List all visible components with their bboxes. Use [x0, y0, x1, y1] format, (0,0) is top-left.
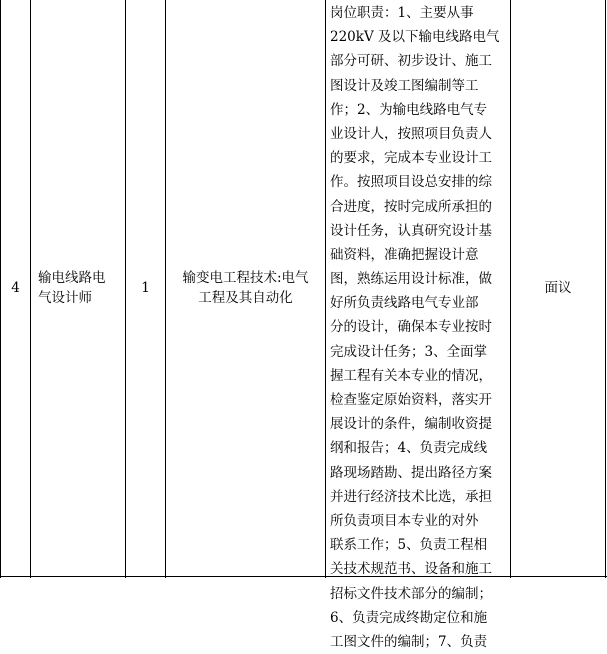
duties-line: 所负责项目本专业的对外: [330, 512, 479, 529]
major-line-2: 工程及其自动化: [198, 290, 293, 306]
duties-line: 的要求，完成本专业设计工: [330, 150, 492, 167]
duties-line: 握工程有关本专业的情况，: [330, 367, 492, 384]
duties-line: 合进度，按时完成所承担的: [330, 198, 492, 215]
column-divider-4: [325, 0, 326, 578]
duties-line: 220kV 及以下输电线路电气: [330, 29, 500, 46]
duties-line: 岗位职责：1、主要从事: [330, 5, 474, 21]
duties-line: 检查鉴定原始资料，落实开: [330, 392, 492, 408]
column-divider-1: [30, 0, 31, 578]
headcount: 1: [141, 280, 150, 296]
row-index: 4: [11, 280, 20, 296]
duties-line: 工图文件的编制；7、负责: [330, 633, 488, 650]
duties-line: 分的设计，确保本专业按时: [330, 319, 492, 336]
duties-line: 6、负责完成终勘定位和施: [330, 609, 488, 626]
duties-line: 础资料，准确把握设计意: [330, 246, 479, 263]
position-line-1: 输电线路电: [38, 270, 106, 286]
duties-line: 完成设计任务；3、全面掌: [330, 343, 488, 360]
position-cell: [38, 0, 124, 576]
position-line-2: 气设计师: [38, 290, 92, 306]
duties-line: 展设计的条件，编制收资提: [330, 416, 492, 433]
major-cell: [166, 0, 325, 576]
duties-line: 设计任务，认真研究设计基: [330, 222, 492, 239]
method-cell: [511, 0, 605, 576]
duties-line: 路现场踏勘、提出路径方案: [330, 464, 492, 481]
duties-line: 业设计人，按照项目负责人: [330, 125, 492, 142]
job-duties: [330, 1, 506, 654]
interview-method: 面议: [544, 280, 572, 296]
duties-line: 招标文件技术部分的编制；: [330, 585, 492, 602]
duties-line: 作；2、为输电线路电气专: [330, 101, 488, 118]
row-index-cell: [1, 0, 30, 576]
duties-line: 并进行经济技术比选，承担: [330, 488, 492, 505]
duties-line: 作。按照项目设总安排的综: [330, 174, 492, 191]
duties-line: 联系工作；5、负责工程相: [330, 537, 488, 554]
duties-line: 纲和报告；4、负责完成线: [330, 440, 488, 457]
duties-line: 图，熟练运用设计标准，做: [330, 271, 492, 288]
duties-line: 关技术规范书、设备和施工: [330, 561, 492, 578]
major-line-1: 输变电工程技术:电气: [182, 270, 309, 286]
position-name: [38, 268, 106, 308]
headcount-cell: [126, 0, 165, 576]
major-requirement: [182, 268, 308, 308]
table-border-right: [605, 0, 606, 578]
table-border-bottom: [0, 576, 607, 577]
duties-line: 部分可研、初步设计、施工: [330, 53, 492, 70]
duties-line: 图设计及竣工图编制等工: [330, 77, 479, 94]
duties-line: 好所负责线路电气专业部: [330, 295, 479, 312]
